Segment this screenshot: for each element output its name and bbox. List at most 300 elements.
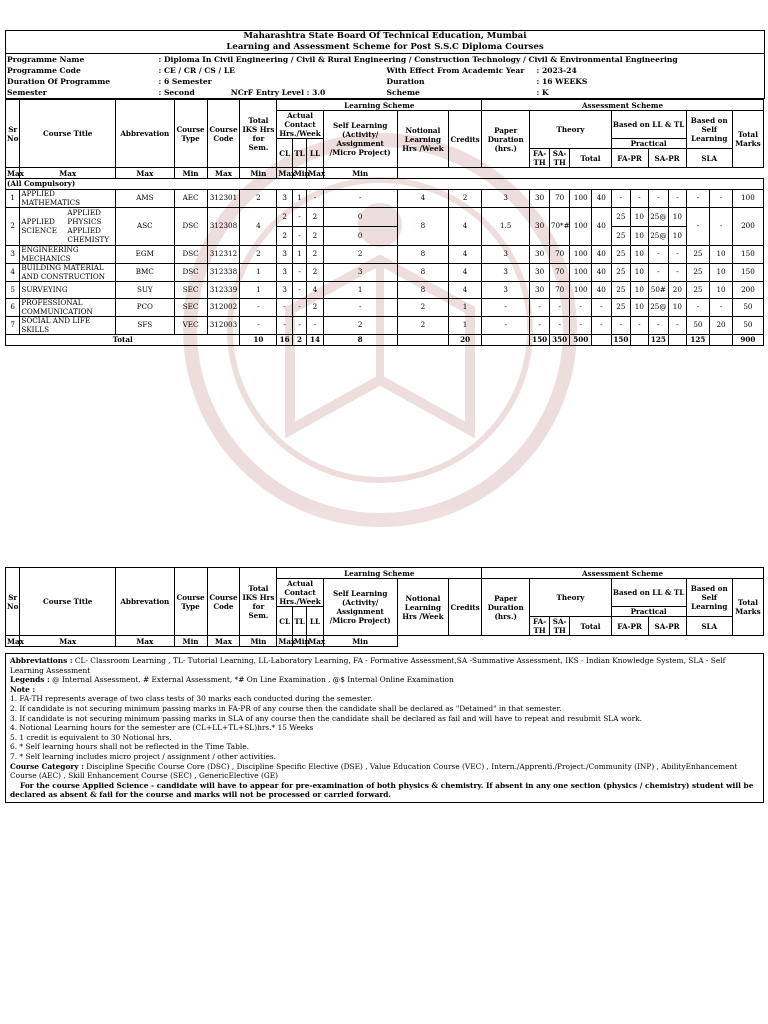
tl-cell: 1 — [292, 190, 306, 208]
sla-max-cell: - — [686, 190, 710, 208]
sla-max-cell: 25 — [686, 264, 710, 282]
notional-cell: 4 — [397, 190, 448, 208]
course-title-cell — [20, 208, 116, 246]
sa-pr-header: SA-PR — [648, 617, 686, 636]
total-sla-cell: 125 — [686, 335, 710, 346]
sr-no-cell: 4 — [6, 264, 20, 282]
course-title-header: Course Title — [20, 568, 116, 636]
notes-section — [5, 653, 764, 803]
sla-min-cell: 10 — [710, 282, 733, 299]
fa-th-cell: 30 — [530, 208, 550, 246]
credits-cell: 4 — [449, 208, 482, 246]
programme-code-value: : CE / CR / CS / LE — [158, 66, 235, 75]
min-header: Min — [323, 168, 397, 179]
table-row — [6, 299, 764, 317]
th-min-cell: - — [592, 317, 612, 335]
sapr-min-cell: 20 — [669, 282, 686, 299]
max-header: Max — [278, 636, 296, 646]
sr-no-cell: 1 — [6, 190, 20, 208]
course-type-cell: VEC — [174, 317, 207, 335]
fapr-min-cell: 10 — [631, 246, 648, 264]
fapr-min-cell: 10 — [631, 299, 648, 317]
course-type-cell: DSC — [174, 246, 207, 264]
abbreviation-cell: EGM — [116, 246, 175, 264]
abbreviation-cell: AMS — [116, 190, 175, 208]
cl-cell: 2 — [277, 227, 292, 246]
fapr-max-cell: 25 — [611, 227, 631, 246]
paper-duration-header: Paper Duration (hrs.) — [482, 111, 530, 168]
th-max-cell: 100 — [570, 190, 592, 208]
table-row — [6, 208, 764, 227]
paper-cell: 3 — [482, 190, 530, 208]
fapr-max-cell: 25 — [611, 208, 631, 227]
applied-science-title: APPLIED SCIENCE — [21, 217, 57, 235]
iks-cell: 1 — [240, 282, 277, 299]
sa-pr-header: SA-PR — [648, 149, 686, 168]
note-item: 4. Notional Learning hours for the semester are (CL+LL+TL+SL)hrs.* 15 Weeks — [10, 723, 314, 733]
paper-cell: 1.5 — [482, 208, 530, 246]
total-sa-pr-cell: 125 — [648, 335, 669, 346]
cl-cell: 3 — [277, 246, 292, 264]
min-header: Min — [174, 636, 207, 647]
course-type-header: Course Type — [174, 568, 207, 636]
table-row — [6, 264, 764, 282]
course-type-cell: SEC — [174, 299, 207, 317]
sl-cell: 0 — [323, 208, 397, 227]
actual-contact-header: Actual Contact Hrs./Week — [277, 111, 323, 139]
ll-header: LL — [307, 607, 323, 636]
ll-cell: 2 — [307, 264, 323, 282]
note-item: 1. FA-TH represents average of two class tests of 30 marks each conducted during the semester. — [10, 694, 373, 704]
compulsory-group-label: (All Compulsory) — [6, 179, 764, 190]
cl-cell: 3 — [277, 282, 292, 299]
applied-physics-title: APPLIED PHYSICS — [67, 208, 102, 226]
course-title-cell: SURVEYING — [20, 282, 116, 299]
fapr-max-cell: 25 — [611, 246, 631, 264]
total-sl-cell: 8 — [323, 335, 397, 346]
sla-max-cell: 25 — [686, 282, 710, 299]
semester-value: : Second — [158, 88, 195, 97]
notional-cell: 2 — [397, 317, 448, 335]
course-category-text: Discipline Specific Course Core (DSC) , Discipline Specific Elective (DSE) , Value Education Course (VEC) , Intern./Apprenti./Project./Community (INP) , AbilityEnhancement Course (AEC) , Skill Enhancement Course (SEC) , GenericElective (GE) — [10, 761, 738, 781]
sla-header: SLA — [686, 617, 732, 636]
abbreviation-cell: SFS — [116, 317, 175, 335]
sapr-min-cell: 10 — [669, 208, 686, 227]
sapr-min-cell: - — [669, 190, 686, 208]
based-ll-tl-header: Based on LL & TL — [611, 111, 686, 139]
sl-cell: 2 — [323, 317, 397, 335]
sr-no-cell: 5 — [6, 282, 20, 299]
sa-th-header: SA-TH — [549, 617, 570, 636]
course-code-cell: 312339 — [207, 282, 240, 299]
total-th-max-cell: 500 — [570, 335, 592, 346]
note-item: 5. 1 credit is equivalent to 30 Notional hrs. — [10, 732, 172, 742]
iks-cell: - — [240, 299, 277, 317]
note-item: 6. * Self learning hours shall not be reflected in the Time Table. — [10, 742, 249, 752]
max-header: Max — [116, 636, 175, 647]
sla-max-cell: 25 — [686, 246, 710, 264]
ll-cell: 2 — [307, 246, 323, 264]
sa-th-cell: - — [549, 299, 570, 317]
paper-cell: - — [482, 317, 530, 335]
learning-scheme-header: Learning Scheme — [277, 568, 482, 579]
course-title-cell: SOCIAL AND LIFE SKILLS — [20, 317, 116, 335]
total-cell: 200 — [732, 282, 763, 299]
sla-max-cell: 50 — [686, 317, 710, 335]
sla-min-cell: 20 — [710, 317, 733, 335]
sr-no-cell: 7 — [6, 317, 20, 335]
course-code-cell: 312308 — [207, 208, 240, 246]
assessment-scheme-header: Assessment Scheme — [482, 568, 764, 579]
paper-cell: 3 — [482, 264, 530, 282]
max-header: Max — [207, 168, 240, 179]
abbreviation-header: Abbrevation — [116, 568, 175, 636]
credits-cell: 2 — [449, 190, 482, 208]
practical-header: Practical — [611, 607, 686, 617]
sla-min-cell: - — [710, 190, 733, 208]
sl-cell: 2 — [323, 246, 397, 264]
fa-pr-header: FA-PR — [611, 617, 648, 636]
ll-cell: 4 — [307, 282, 323, 299]
based-sl-header: Based on Self Learning — [686, 111, 732, 149]
duration-programme-value: : 6 Semester — [158, 77, 212, 86]
th-max-cell: 100 — [570, 246, 592, 264]
sr-no-header: Sr No — [6, 568, 20, 636]
learning-assessment-table — [5, 99, 764, 346]
fa-th-cell: 30 — [530, 264, 550, 282]
fa-th-cell: 30 — [530, 190, 550, 208]
notional-header: Notional Learning Hrs /Week — [397, 579, 448, 636]
iks-header: Total IKS Hrs for Sem. — [240, 568, 277, 636]
duration-programme-label: Duration Of Programme — [6, 76, 158, 87]
total-fa-th-cell: 150 — [530, 335, 550, 346]
scheme-subtitle: Learning and Assessment Scheme for Post S.S.C Diploma Courses — [6, 42, 765, 54]
table-row — [6, 317, 764, 335]
scheme-value: : K — [536, 87, 765, 99]
abbreviation-cell: ASC — [116, 208, 175, 246]
course-category — [10, 762, 759, 781]
total-tl-cell: 2 — [292, 335, 306, 346]
sa-th-cell: 70 — [549, 264, 570, 282]
ll-cell: 2 — [307, 227, 323, 246]
totals-row — [6, 335, 764, 346]
course-type-cell: AEC — [174, 190, 207, 208]
total-label-cell: Total — [6, 335, 240, 346]
credits-header: Credits — [449, 111, 482, 168]
applied-chemistry-title: APPLIED CHEMISTY — [67, 226, 110, 244]
iks-cell: 2 — [240, 190, 277, 208]
th-min-cell: 40 — [592, 282, 612, 299]
total-cell: 150 — [732, 264, 763, 282]
paper-duration-header: Paper Duration (hrs.) — [482, 579, 530, 636]
sapr-min-cell: 10 — [669, 299, 686, 317]
sapr-max-cell: 50# — [648, 282, 669, 299]
sr-no-cell: 6 — [6, 299, 20, 317]
notional-cell: 8 — [397, 264, 448, 282]
fa-th-cell: - — [530, 299, 550, 317]
total-cell: 50 — [732, 299, 763, 317]
sa-th-cell: 70 — [549, 246, 570, 264]
sl-cell: 3 — [323, 264, 397, 282]
programme-name-label: Programme Name — [6, 54, 158, 66]
abbreviation-cell: PCO — [116, 299, 175, 317]
course-code-cell: 312312 — [207, 246, 240, 264]
sla-min-cell: 10 — [710, 264, 733, 282]
course-code-header: Course Code — [207, 100, 240, 168]
empty-cell — [482, 335, 530, 346]
course-type-cell: SEC — [174, 282, 207, 299]
note-item: 2. If candidate is not securing minimum passing marks in FA-PR of any course then the candidate shall be declared as "Detained" in that semester. — [10, 703, 562, 713]
th-max-cell: 100 — [570, 264, 592, 282]
course-code-header: Course Code — [207, 568, 240, 636]
min-header: Min — [240, 636, 277, 647]
sla-min-cell: 10 — [710, 246, 733, 264]
total-credits-cell: 20 — [449, 335, 482, 346]
tl-cell: - — [292, 264, 306, 282]
course-code-cell: 312301 — [207, 190, 240, 208]
table-row — [6, 190, 764, 208]
sa-th-cell: 70 — [549, 190, 570, 208]
min-header: Min — [293, 636, 310, 646]
empty-cell — [592, 335, 612, 346]
course-title-cell: BUILDING MATERIAL AND CONSTRUCTION — [20, 264, 116, 282]
course-title-cell: PROFESSIONAL COMMUNICATION — [20, 299, 116, 317]
sapr-max-cell: - — [648, 317, 669, 335]
legends-label: Legends : — [10, 675, 50, 685]
course-title-header: Course Title — [20, 100, 116, 168]
ll-header: LL — [307, 139, 323, 168]
sl-cell: 0 — [323, 227, 397, 246]
min-header: Min — [240, 168, 277, 179]
total-marks-cell: 900 — [732, 335, 763, 346]
iks-header: Total IKS Hrs for Sem. — [240, 100, 277, 168]
th-max-cell: - — [570, 299, 592, 317]
max-header: Max — [116, 168, 175, 179]
th-min-cell: 40 — [592, 208, 612, 246]
abbreviation-header: Abbrevation — [116, 100, 175, 168]
sapr-max-cell: - — [648, 246, 669, 264]
total-marks-header: Total Marks — [732, 579, 763, 636]
th-max-cell: - — [570, 317, 592, 335]
sapr-max-cell: - — [648, 190, 669, 208]
note-item: 7. * Self learning includes micro project / assignment / other activities. — [10, 751, 276, 761]
iks-cell: 1 — [240, 264, 277, 282]
abbreviations-label: Abbreviations : — [10, 656, 73, 665]
notional-cell: 2 — [397, 299, 448, 317]
actual-contact-header: Actual Contact Hrs./Week — [277, 579, 323, 607]
course-type-header: Course Type — [174, 100, 207, 168]
cl-cell: - — [277, 317, 292, 335]
scheme-label: Scheme — [386, 87, 536, 99]
based-sl-header: Based on Self Learning — [686, 579, 732, 617]
sapr-min-cell: - — [669, 317, 686, 335]
empty-cell — [397, 335, 448, 346]
sl-cell: 1 — [323, 282, 397, 299]
sa-th-cell: - — [549, 317, 570, 335]
sla-max-cell: - — [686, 299, 710, 317]
board-title: Maharashtra State Board Of Technical Education, Mumbai — [6, 31, 765, 43]
sla-min-cell: - — [710, 299, 733, 317]
max-header: Max — [20, 168, 116, 179]
self-learning-header: Self Learning (Activity/ Assignment /Micro Project) — [323, 579, 397, 636]
programme-code-label: Programme Code — [6, 65, 158, 76]
fa-th-cell: - — [530, 317, 550, 335]
total-cell: 150 — [732, 246, 763, 264]
th-min-cell: - — [592, 299, 612, 317]
learning-scheme-header: Learning Scheme — [277, 100, 482, 111]
iks-cell: 2 — [240, 246, 277, 264]
effect-label: With Effect From Academic Year — [386, 66, 525, 75]
abbreviation-cell: SUY — [116, 282, 175, 299]
fapr-max-cell: 25 — [611, 282, 631, 299]
cl-cell: 3 — [277, 190, 292, 208]
sl-cell: - — [323, 299, 397, 317]
based-ll-tl-header: Based on LL & TL — [611, 579, 686, 607]
total-iks-cell: 10 — [240, 335, 277, 346]
abbreviation-cell: BMC — [116, 264, 175, 282]
sapr-max-cell: 25@ — [648, 299, 669, 317]
total-cell: 50 — [732, 317, 763, 335]
th-min-cell: 40 — [592, 246, 612, 264]
credits-cell: 4 — [449, 282, 482, 299]
note-item: 3. If candidate is not securing minimum passing marks in SLA of any course then the candidate shall be declared as fail and will have to repeat and resubmit SLA work. — [10, 713, 642, 723]
assessment-scheme-header: Assessment Scheme — [482, 100, 764, 111]
sapr-max-cell: 25@ — [648, 227, 669, 246]
sapr-max-cell: 25@ — [648, 208, 669, 227]
max-header: Max — [207, 636, 240, 647]
tl-header: TL — [292, 607, 306, 636]
tl-cell: - — [292, 227, 306, 246]
abbreviations — [10, 656, 759, 675]
fa-th-header: FA-TH — [530, 617, 550, 636]
total-marks-header: Total Marks — [732, 111, 763, 168]
applied-science-remark: For the course Applied Science - candidate will have to appear for pre-examination of both physics & chemistry. If absent in any one section (physics / chemistry) student will be declared as absent & fail for the course and marks will not be processed or carried forward. — [10, 780, 754, 800]
course-code-cell: 312338 — [207, 264, 240, 282]
tl-cell: - — [292, 282, 306, 299]
max-header: Max — [20, 636, 116, 647]
fapr-min-cell: 10 — [631, 227, 648, 246]
sla-min-cell: - — [710, 208, 733, 246]
header-table — [5, 30, 765, 99]
sapr-min-cell: - — [669, 264, 686, 282]
cl-header: CL — [277, 607, 292, 636]
ll-cell: - — [307, 317, 323, 335]
sa-th-header: SA-TH — [549, 149, 570, 168]
notional-header: Notional Learning Hrs /Week — [397, 111, 448, 168]
sla-header: SLA — [686, 149, 732, 168]
sl-cell: - — [323, 190, 397, 208]
cl-header: CL — [277, 139, 292, 168]
sapr-min-cell: - — [669, 246, 686, 264]
credits-cell: 4 — [449, 264, 482, 282]
max-header: Max — [7, 636, 24, 646]
total-cell: 100 — [732, 190, 763, 208]
total-fa-pr-cell: 150 — [611, 335, 631, 346]
sa-th-cell: 70 — [549, 282, 570, 299]
paper-cell: - — [482, 299, 530, 317]
total-cl-cell: 16 — [277, 335, 292, 346]
fapr-min-cell: 10 — [631, 282, 648, 299]
credits-cell: 1 — [449, 299, 482, 317]
fapr-min-cell: - — [631, 317, 648, 335]
sr-no-cell: 2 — [6, 208, 20, 246]
ll-cell: 2 — [307, 299, 323, 317]
legends-text: @ Internal Assessment, # External Assessment, *# On Line Examination , @$ Internal Online Examination — [49, 675, 454, 685]
course-title-cell: ENGINEERING MECHANICS — [20, 246, 116, 264]
sapr-min-cell: 10 — [669, 227, 686, 246]
course-title-cell: APPLIED MATHEMATICS — [20, 190, 116, 208]
semester-value-cell — [158, 87, 386, 99]
tl-header: TL — [292, 139, 306, 168]
paper-cell: 3 — [482, 246, 530, 264]
programme-name-value: : Diploma In Civil Engineering / Civil & Rural Engineering / Construction Technology / Civil & Environmental Engineering — [158, 54, 765, 66]
th-max-cell: 100 — [570, 208, 592, 246]
theory-header: Theory — [530, 579, 611, 617]
fapr-min-cell: - — [631, 190, 648, 208]
tl-cell: - — [292, 299, 306, 317]
sr-no-cell: 3 — [6, 246, 20, 264]
notional-cell: 8 — [397, 282, 448, 299]
fa-pr-header: FA-PR — [611, 149, 648, 168]
th-min-cell: 40 — [592, 264, 612, 282]
credits-cell: 1 — [449, 317, 482, 335]
ll-cell: 2 — [307, 208, 323, 227]
course-category-label: Course Category : — [10, 761, 84, 771]
duration-value: : 16 WEEKS — [536, 76, 765, 87]
table-row — [6, 246, 764, 264]
course-type-cell: DSC — [174, 264, 207, 282]
theory-total-header: Total — [570, 617, 611, 636]
note-label: Note : — [10, 684, 36, 694]
empty-cell — [710, 335, 733, 346]
paper-cell: 3 — [482, 282, 530, 299]
notional-cell: 8 — [397, 208, 448, 246]
fapr-min-cell: 10 — [631, 264, 648, 282]
course-code-cell: 312002 — [207, 299, 240, 317]
tl-cell: 1 — [292, 246, 306, 264]
learning-assessment-table-repeat — [5, 567, 764, 647]
theory-header: Theory — [530, 111, 611, 149]
course-type-cell: DSC — [174, 208, 207, 246]
empty-cell — [631, 335, 648, 346]
fapr-max-cell: - — [611, 190, 631, 208]
sr-no-header: Sr No — [6, 100, 20, 168]
semester-label: Semester — [6, 87, 158, 99]
ll-cell: - — [307, 190, 323, 208]
note-list — [10, 694, 759, 761]
max-header: Max — [308, 636, 326, 646]
abbreviations-text: CL- Classroom Learning , TL- Tutorial Learning, LL-Laboratory Learning, FA - Formative Assessment,SA -Summative Assessment, IKS - Indian Knowledge System, SLA - Self Learning Assessment — [10, 656, 726, 675]
credits-cell: 4 — [449, 246, 482, 264]
fapr-max-cell: 25 — [611, 299, 631, 317]
th-min-cell: 40 — [592, 190, 612, 208]
fapr-max-cell: - — [611, 317, 631, 335]
fa-th-header: FA-TH — [530, 149, 550, 168]
min-header: Min — [174, 168, 207, 179]
notional-cell: 8 — [397, 246, 448, 264]
empty-cell — [669, 335, 686, 346]
iks-cell: 4 — [240, 208, 277, 246]
cl-cell: - — [277, 299, 292, 317]
table-row — [6, 282, 764, 299]
course-code-cell: 312003 — [207, 317, 240, 335]
effect-value: : 2023-24 — [536, 65, 765, 76]
legends — [10, 675, 759, 685]
cl-cell: 3 — [277, 264, 292, 282]
fa-th-cell: 30 — [530, 246, 550, 264]
ncrf-level: NCrF Entry Level : 3.0 — [230, 88, 326, 97]
max-header: Max — [278, 168, 296, 178]
